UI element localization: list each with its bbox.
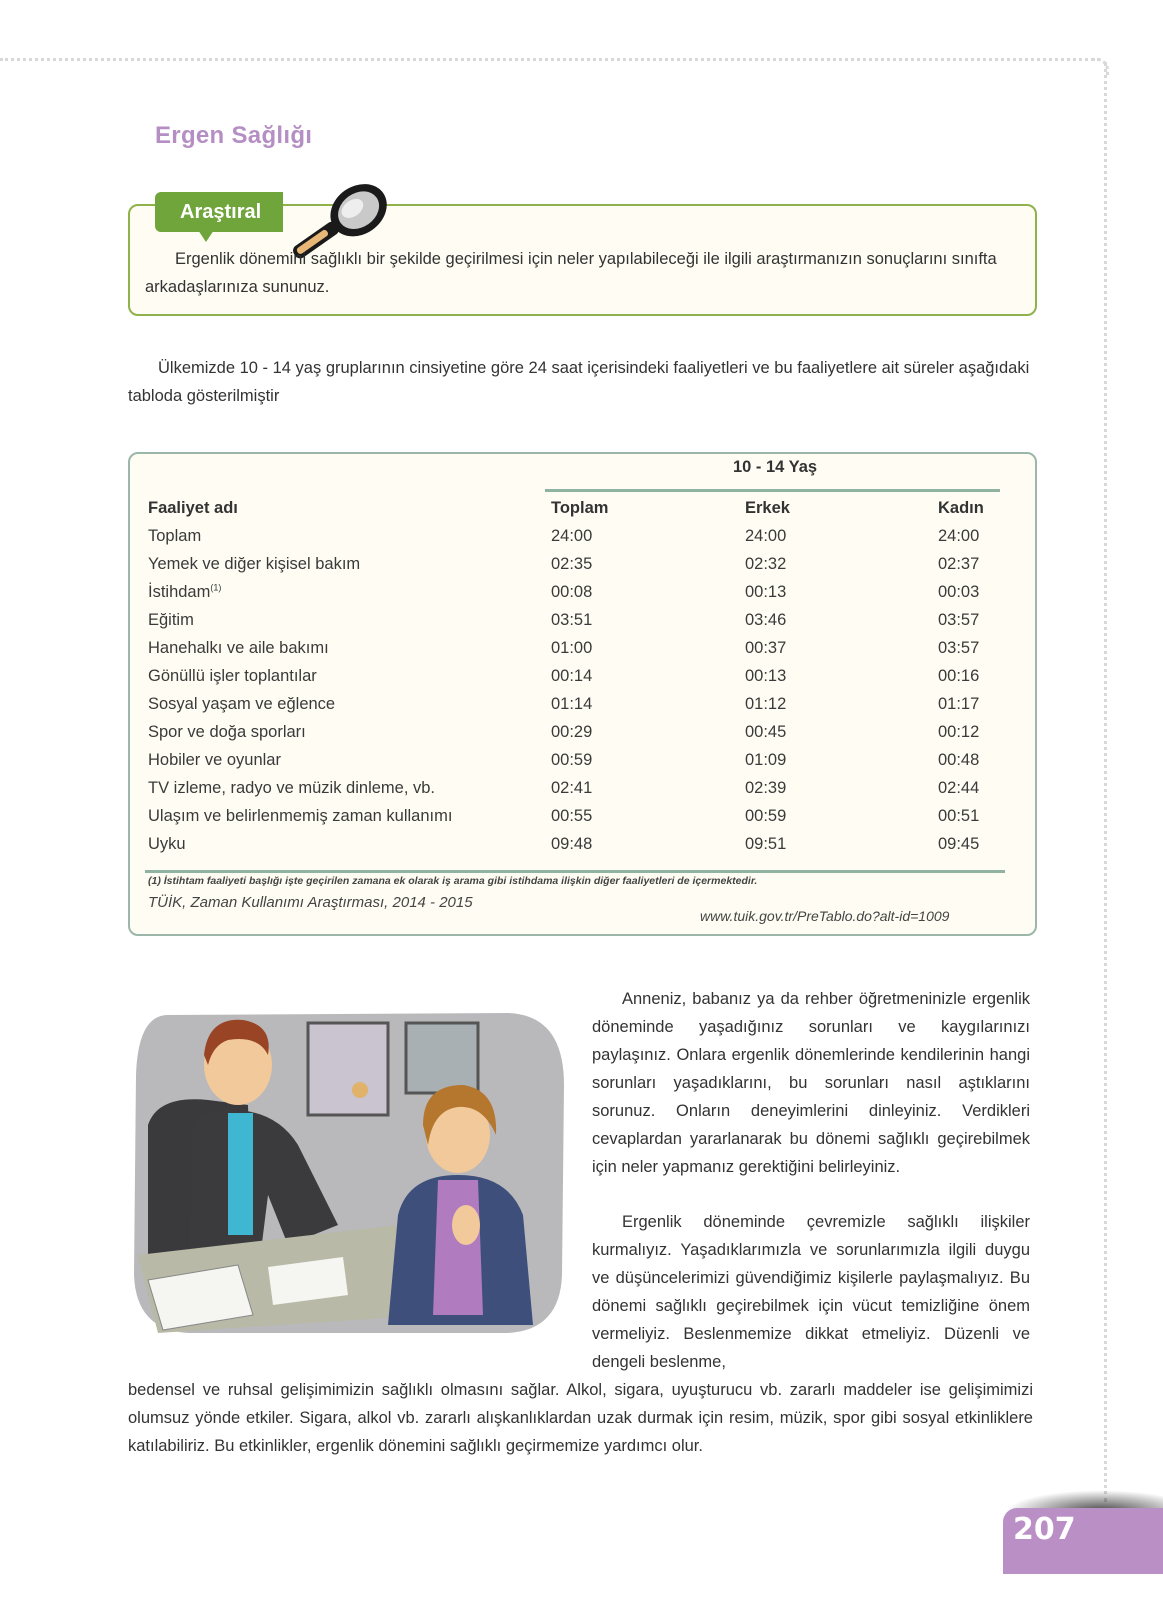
footnote-marker: (1) — [210, 582, 222, 593]
advice-paragraph-2-end: bedensel ve ruhsal gelişimimizin sağlıklı olmasını sağlar. Alkol, sigara, uyuşturucu vb. zararlı maddeler ise gelişimimizi olumsuz yönde etkiler. Sigara, alkol vb. zararlı alışkanlıklardan uzak durmak için resim, müzik, spor gibi sosyal etkinliklere katılabiliriz. Bu etkinlikler, ergenlik dönemini sağlıklı geçirmemize yardımcı olur. — [128, 1381, 1033, 1455]
section-title: Ergen Sağlığı — [155, 122, 313, 149]
intro-paragraph: Ülkemizde 10 - 14 yaş gruplarının cinsiyetine göre 24 saat içerisindeki faaliyetleri ve bu faaliyetlere ait süreler aşağıdaki tabloda gösterilmiştir — [128, 359, 1030, 405]
table-row — [148, 690, 1008, 718]
total-value: 24:00 — [551, 527, 593, 545]
research-tag: Araştıral — [155, 192, 283, 232]
table-row — [148, 550, 1008, 578]
total-value: 02:35 — [551, 555, 593, 573]
total-value: 01:14 — [551, 695, 593, 713]
activity-name: Uyku — [148, 835, 186, 853]
source-url: www.tuik.gov.tr/PreTablo.do?alt-id=1009 — [700, 908, 950, 924]
activity-name: Yemek ve diğer kişisel bakım — [148, 555, 361, 573]
total-value: 00:08 — [551, 583, 593, 601]
activity-name: Spor ve doğa sporları — [148, 723, 306, 741]
activity-name — [148, 578, 221, 606]
total-value: 00:55 — [551, 807, 593, 825]
female-value: 03:57 — [938, 611, 980, 629]
counseling-illustration — [128, 995, 568, 1337]
female-value: 00:51 — [938, 807, 980, 825]
male-value: 02:39 — [745, 779, 787, 797]
total-value: 00:14 — [551, 667, 593, 685]
column-header-female: Kadın — [938, 499, 984, 517]
table-row — [148, 522, 1008, 550]
male-value: 00:45 — [745, 723, 787, 741]
table-bottom-rule — [145, 870, 1005, 873]
research-text: Ergenlik dönemini sağlıklı bir şekilde geçirilmesi için neler yapılabileceği ile ilgili araştırmanızın sonuçlarını sınıfta arkadaşlarınıza sununuz. — [145, 250, 997, 296]
total-value: 03:51 — [551, 611, 593, 629]
female-value: 01:17 — [938, 695, 980, 713]
activity-name: Eğitim — [148, 611, 194, 629]
male-value: 03:46 — [745, 611, 787, 629]
male-value: 00:13 — [745, 583, 787, 601]
page-border-top — [0, 58, 1100, 61]
female-value: 02:44 — [938, 779, 980, 797]
page-number: 207 — [1013, 1512, 1076, 1547]
male-value: 09:51 — [745, 835, 787, 853]
group-header-rule — [545, 489, 1000, 492]
table-row — [148, 746, 1008, 774]
table-footnote: (1) İstihtam faaliyeti başlığı işte geçirilen zamana ek olarak iş arama gibi istihdama ilişkin diğer faaliyetleri de içermektedir. — [148, 875, 758, 887]
advice-paragraph-1: Anneniz, babanız ya da rehber öğretmeninizle ergenlik döneminde yaşadığınız sorunları ve kaygılarınızı paylaşınız. Onlara ergenlik dönemlerinde kendilerinin hangi sorunları yaşadıklarını, bu sorunları nasıl aştıklarını sorunuz. Onların deneyimlerini dinleyiniz. Verdikleri cevaplardan yararlanarak bu dönemi sağlıklı geçirebilmek için neler yapmanız gerektiğini belirleyiniz. — [592, 990, 1030, 1176]
total-value: 00:29 — [551, 723, 593, 741]
activity-name: Hanehalkı ve aile bakımı — [148, 639, 329, 657]
column-header-male: Erkek — [745, 499, 790, 517]
table-row — [148, 662, 1008, 690]
table-header-row — [148, 494, 1008, 522]
female-value: 09:45 — [938, 835, 980, 853]
male-value: 00:59 — [745, 807, 787, 825]
activity-name: Sosyal yaşam ve eğlence — [148, 695, 336, 713]
activity-name: TV izleme, radyo ve müzik dinleme, vb. — [148, 779, 436, 797]
female-value: 24:00 — [938, 527, 980, 545]
activity-name: Ulaşım ve belirlenmemiş zaman kullanımı — [148, 807, 453, 825]
female-value: 03:57 — [938, 639, 980, 657]
female-value: 00:16 — [938, 667, 980, 685]
table-row — [148, 718, 1008, 746]
male-value: 24:00 — [745, 527, 787, 545]
female-value: 00:03 — [938, 583, 980, 601]
column-header-total: Toplam — [551, 499, 609, 517]
female-value: 02:37 — [938, 555, 980, 573]
total-value: 00:59 — [551, 751, 593, 769]
male-value: 00:13 — [745, 667, 787, 685]
female-value: 00:48 — [938, 751, 980, 769]
male-value: 01:12 — [745, 695, 787, 713]
total-value: 02:41 — [551, 779, 593, 797]
male-value: 01:09 — [745, 751, 787, 769]
column-header-activity: Faaliyet adı — [148, 499, 238, 517]
table-row — [148, 578, 1008, 606]
advice-paragraph-2-start: Ergenlik döneminde çevremizle sağlıklı ilişkiler kurmalıyız. Yaşadıklarımızla ve sorunlarımızla ilgili duygu ve düşüncelerimizi güvendiğimiz kişilerle paylaşmalıyız. Bu dönemi sağlıklı geçirebilmek için vücut temizliğine önem vermeliyiz. Beslenmemize dikkat etmeliyiz. Düzenli ve dengeli beslenme, — [592, 1213, 1030, 1371]
table-row — [148, 774, 1008, 802]
activity-name: Hobiler ve oyunlar — [148, 751, 281, 769]
male-value: 00:37 — [745, 639, 787, 657]
activity-name-text: İstihdam — [148, 583, 211, 601]
total-value: 09:48 — [551, 835, 593, 853]
research-tag-tail — [198, 230, 214, 242]
page-border-right — [1104, 62, 1107, 1502]
age-group-header: 10 - 14 Yaş — [732, 458, 818, 476]
table-row — [148, 606, 1008, 634]
table-row — [148, 634, 1008, 662]
activity-name: Gönüllü işler toplantılar — [148, 667, 317, 685]
table-source: TÜİK, Zaman Kullanımı Araştırması, 2014 - 2015 — [148, 894, 473, 911]
activity-name: Toplam — [148, 527, 202, 545]
table-row — [148, 830, 1008, 858]
female-value: 00:12 — [938, 723, 980, 741]
total-value: 01:00 — [551, 639, 593, 657]
table-row — [148, 802, 1008, 830]
male-value: 02:32 — [745, 555, 787, 573]
